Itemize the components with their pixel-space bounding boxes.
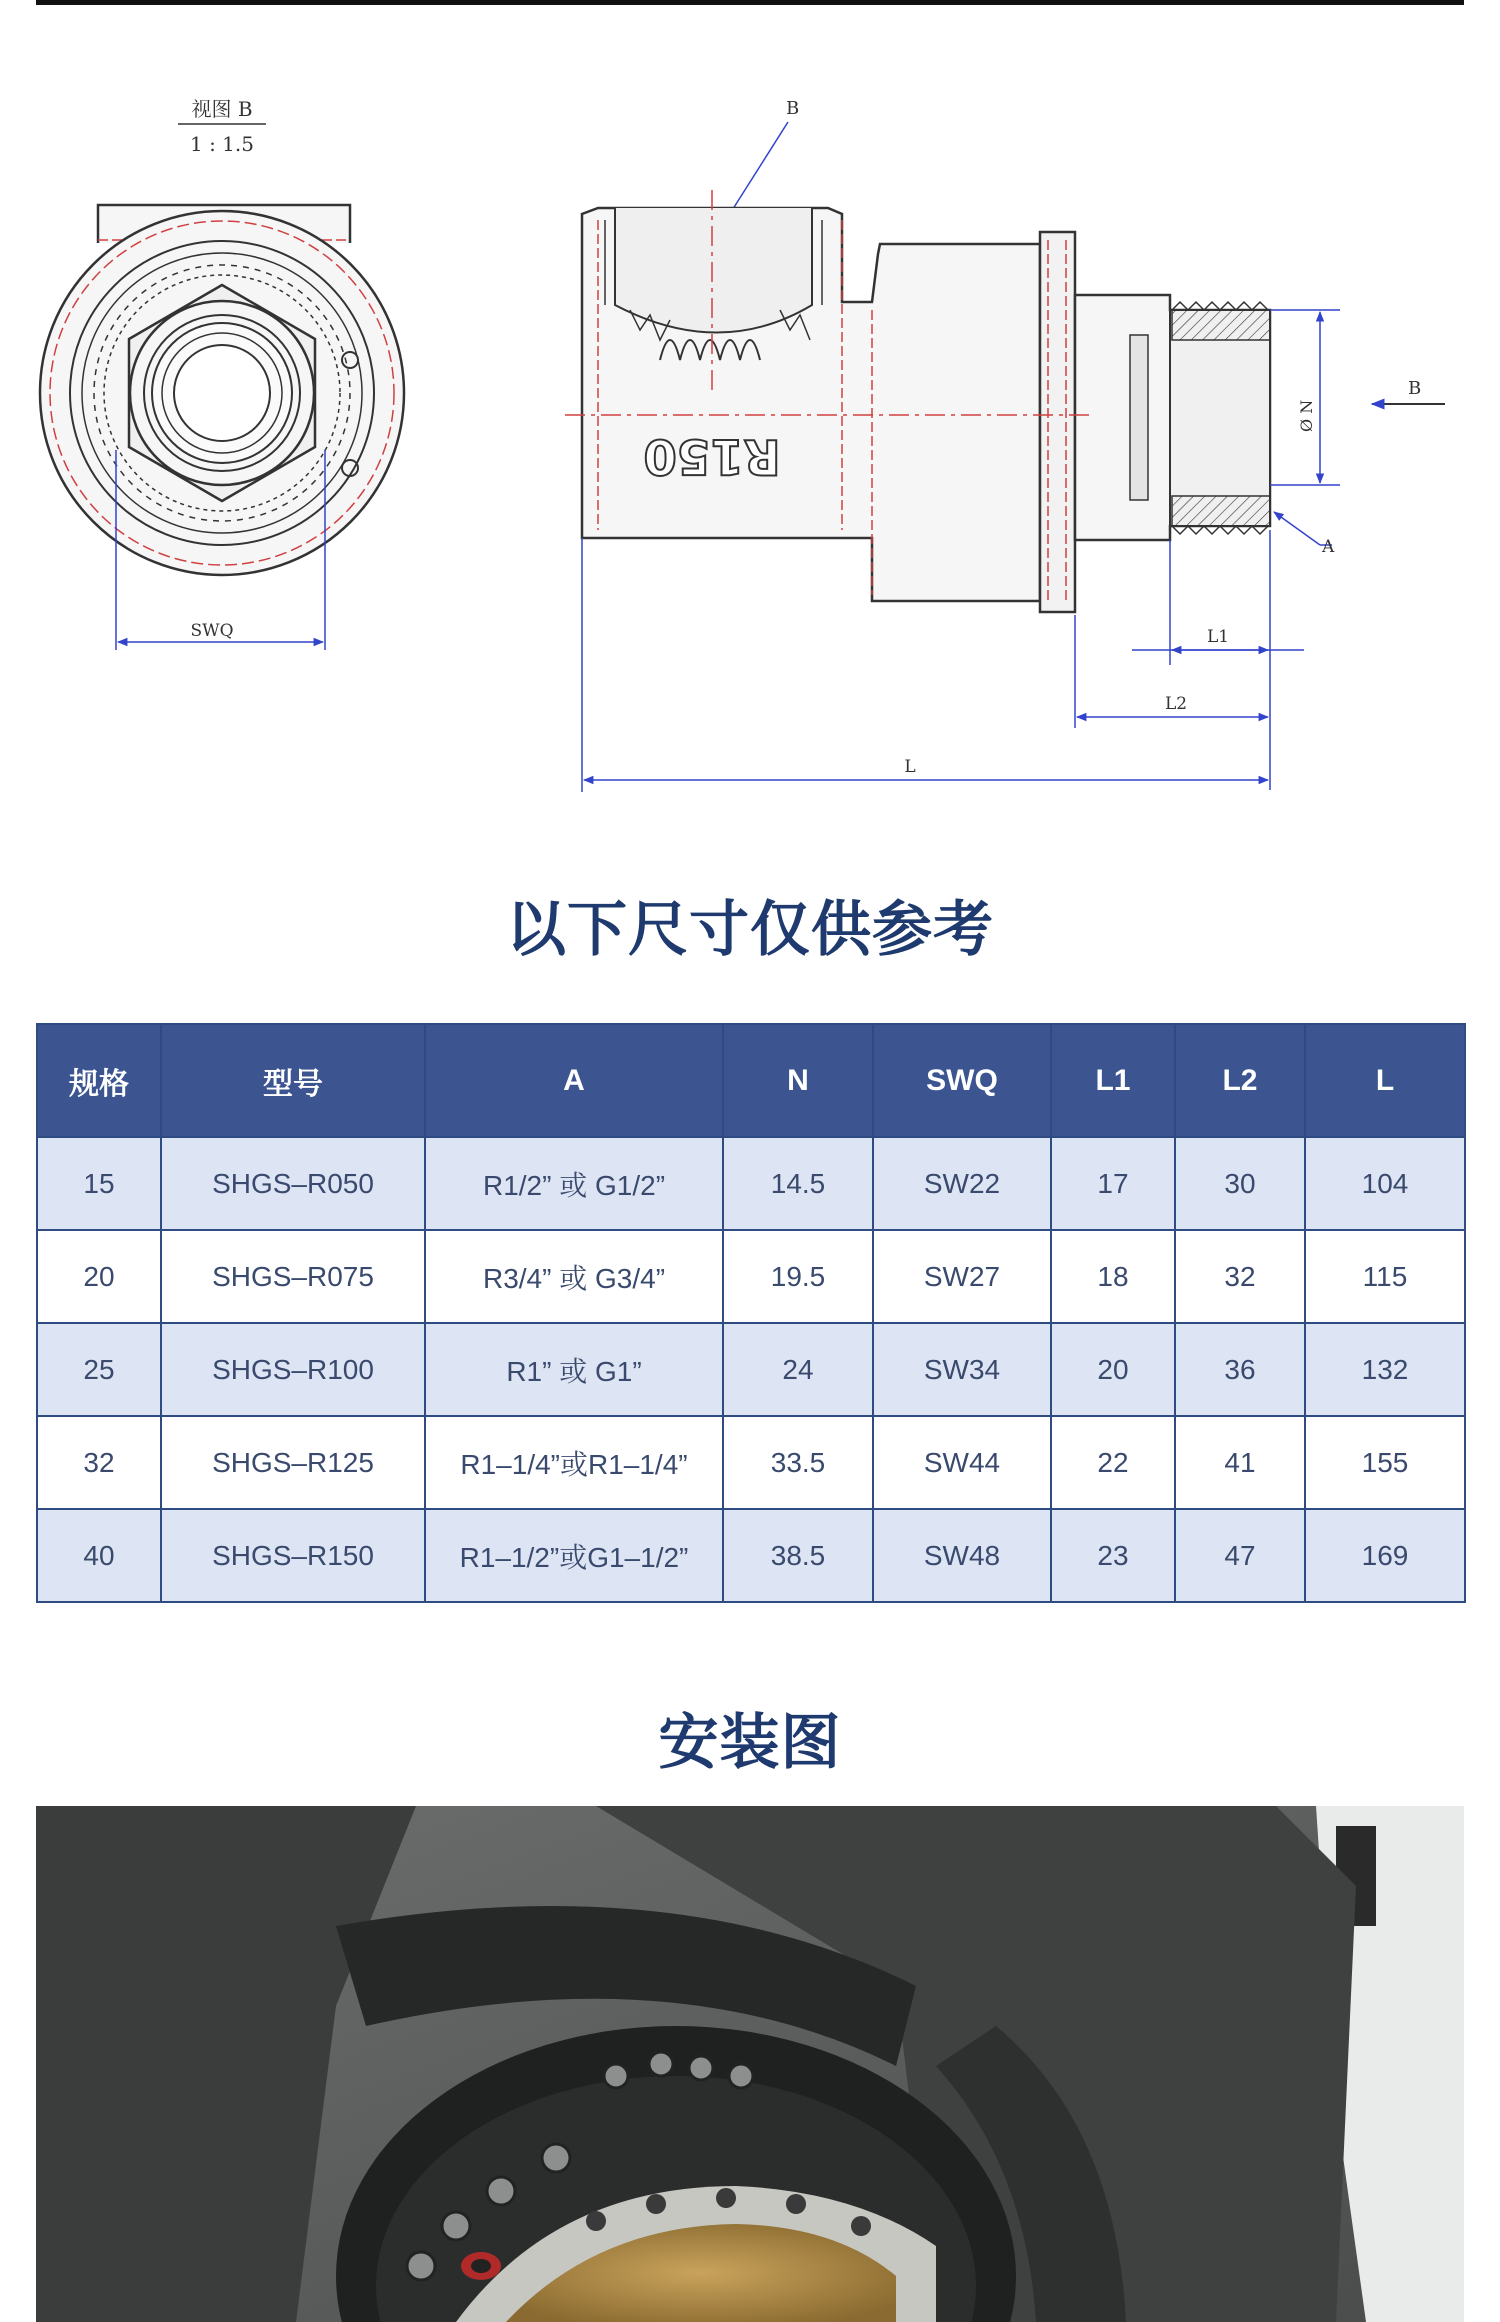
cell-spec: 32 bbox=[37, 1416, 161, 1509]
phi-n-label: Ø N bbox=[1297, 399, 1316, 432]
cell-model: SHGS–R100 bbox=[161, 1323, 425, 1416]
cell-l1: 23 bbox=[1051, 1509, 1175, 1602]
cell-l1: 22 bbox=[1051, 1416, 1175, 1509]
cell-a: R1” 或 G1” bbox=[425, 1323, 723, 1416]
installation-heading: 安装图 bbox=[658, 1708, 842, 1778]
header-n: N bbox=[723, 1024, 873, 1137]
cell-n: 24 bbox=[723, 1323, 873, 1416]
cell-l2: 32 bbox=[1175, 1230, 1305, 1323]
cell-swq: SW34 bbox=[873, 1323, 1051, 1416]
swq-label: SWQ bbox=[190, 621, 234, 641]
cell-l: 115 bbox=[1305, 1230, 1465, 1323]
table-header-row bbox=[37, 1024, 1465, 1137]
cell-swq: SW48 bbox=[873, 1509, 1051, 1602]
header-l: L bbox=[1305, 1024, 1465, 1137]
table-row bbox=[37, 1137, 1465, 1230]
cell-model: SHGS–R125 bbox=[161, 1416, 425, 1509]
cell-spec: 20 bbox=[37, 1230, 161, 1323]
cell-n: 33.5 bbox=[723, 1416, 873, 1509]
view-scale: 1 : 1.5 bbox=[190, 132, 254, 156]
cell-swq: SW22 bbox=[873, 1137, 1051, 1230]
cell-l2: 47 bbox=[1175, 1509, 1305, 1602]
cell-spec: 40 bbox=[37, 1509, 161, 1602]
cell-l: 104 bbox=[1305, 1137, 1465, 1230]
b-right-label: B bbox=[1408, 378, 1422, 399]
cell-l: 132 bbox=[1305, 1323, 1465, 1416]
l1-label: L1 bbox=[1206, 627, 1230, 647]
b-top-label: B bbox=[786, 98, 800, 119]
cell-n: 14.5 bbox=[723, 1137, 873, 1230]
cell-a: R1/2” 或 G1/2” bbox=[425, 1137, 723, 1230]
view-b bbox=[40, 97, 404, 650]
header-model: 型号 bbox=[161, 1024, 425, 1137]
header-spec: 规格 bbox=[37, 1024, 161, 1137]
cell-a: R3/4” 或 G3/4” bbox=[425, 1230, 723, 1323]
table-row bbox=[37, 1323, 1465, 1416]
table-row bbox=[37, 1509, 1465, 1602]
cell-l: 169 bbox=[1305, 1509, 1465, 1602]
l2-label: L2 bbox=[1164, 694, 1188, 714]
cell-l1: 18 bbox=[1051, 1230, 1175, 1323]
header-a: A bbox=[425, 1024, 723, 1137]
table-row bbox=[37, 1416, 1465, 1509]
installation-photo bbox=[36, 1806, 1464, 2322]
header-l1: L1 bbox=[1051, 1024, 1175, 1137]
spec-table bbox=[36, 1023, 1466, 1603]
a-label: A bbox=[1322, 537, 1335, 557]
l-label: L bbox=[904, 757, 916, 777]
cell-l1: 20 bbox=[1051, 1323, 1175, 1416]
top-divider bbox=[36, 0, 1464, 5]
cell-l2: 41 bbox=[1175, 1416, 1305, 1509]
cell-n: 19.5 bbox=[723, 1230, 873, 1323]
cell-model: SHGS–R050 bbox=[161, 1137, 425, 1230]
cell-model: SHGS–R075 bbox=[161, 1230, 425, 1323]
header-l2: L2 bbox=[1175, 1024, 1305, 1137]
table-row bbox=[37, 1230, 1465, 1323]
view-title: 视图 B bbox=[191, 97, 253, 121]
cell-l2: 30 bbox=[1175, 1137, 1305, 1230]
cell-swq: SW27 bbox=[873, 1230, 1051, 1323]
cell-a: R1–1/4”或R1–1/4” bbox=[425, 1416, 723, 1509]
cell-spec: 25 bbox=[37, 1323, 161, 1416]
cell-n: 38.5 bbox=[723, 1509, 873, 1602]
technical-drawing bbox=[0, 60, 1500, 820]
side-view bbox=[565, 98, 1445, 792]
cell-swq: SW44 bbox=[873, 1416, 1051, 1509]
cell-l1: 17 bbox=[1051, 1137, 1175, 1230]
stamp-r150: R150 bbox=[643, 428, 781, 484]
cell-a: R1–1/2”或G1–1/2” bbox=[425, 1509, 723, 1602]
header-swq: SWQ bbox=[873, 1024, 1051, 1137]
cell-l: 155 bbox=[1305, 1416, 1465, 1509]
reference-heading: 以下尺寸仅供参考 bbox=[506, 895, 994, 965]
cell-model: SHGS–R150 bbox=[161, 1509, 425, 1602]
cell-l2: 36 bbox=[1175, 1323, 1305, 1416]
cell-spec: 15 bbox=[37, 1137, 161, 1230]
